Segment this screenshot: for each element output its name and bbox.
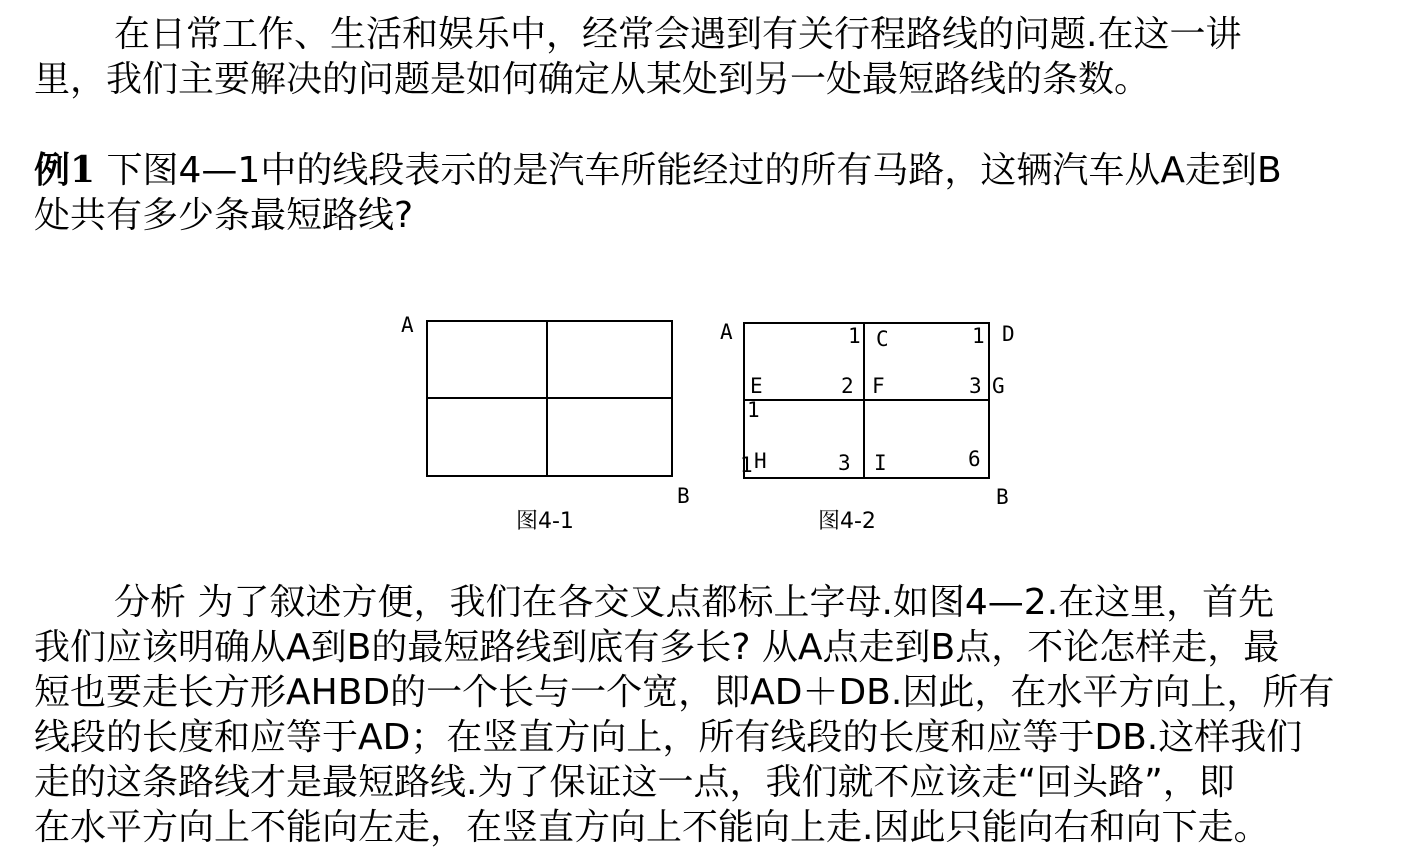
fig2-count-b: 6 [968,447,981,471]
fig1-label-a: A [401,313,414,337]
fig2-count-h: 1 [740,453,753,477]
analysis-paragraph [34,580,1394,850]
fig2-label-d: D [1002,322,1015,346]
example-text: 下图4—1中的线段表示的是汽车所能经过的所有马路，这辆汽车从A走到B [95,150,1282,191]
fig1-caption: 图4-1 [516,509,574,534]
intro-line-1: 在日常工作、生活和娱乐中，经常会遇到有关行程路线的问题.在这一讲 [114,14,1242,55]
fig2-count-f: 2 [841,374,854,398]
fig2-label-h: H [754,449,767,473]
fig2-count-e: 1 [747,398,760,422]
figure-4-2 [744,323,989,478]
fig2-label-e: E [750,374,763,398]
fig2-count-d: 1 [972,324,985,348]
fig2-count-c: 1 [848,324,861,348]
fig2-label-c: C [876,327,889,351]
fig2-caption: 图4-2 [818,509,876,534]
analysis-line-2: 我们应该明确从A到B的最短路线到底有多长? 从A点走到B点，不论怎样走，最 [34,627,1280,668]
intro-line-2: 里，我们主要解决的问题是如何确定从某处到另一处最短路线的条数。 [34,59,1151,100]
analysis-line-3: 短也要走长方形AHBD的一个长与一个宽，即AD＋DB.因此，在水平方向上，所有 [34,672,1335,713]
fig2-count-i: 3 [838,451,851,475]
fig1-label-b: B [677,484,690,508]
figure-4-1 [427,321,672,476]
example-label: 例1 [34,149,96,191]
fig2-label-g: G [992,374,1005,398]
analysis-line-4: 线段的长度和应等于AD；在竖直方向上，所有线段的长度和应等于DB.这样我们 [34,717,1303,758]
analysis-line-5: 走的这条路线才是最短路线.为了保证这一点，我们就不应该走“回头路”，即 [34,762,1235,803]
fig2-label-b: B [996,485,1009,509]
fig2-label-a: A [720,320,733,344]
analysis-line-1: 分析 为了叙述方便，我们在各交叉点都标上字母.如图4—2.在这里，首先 [114,582,1275,623]
example-line-2: 处共有多少条最短路线? [34,195,414,236]
fig2-label-i: I [874,451,887,475]
fig2-label-f: F [872,374,885,398]
fig2-count-g: 3 [969,374,982,398]
analysis-line-6: 在水平方向上不能向左走，在竖直方向上不能向上走.因此只能向右和向下走。 [34,807,1270,848]
